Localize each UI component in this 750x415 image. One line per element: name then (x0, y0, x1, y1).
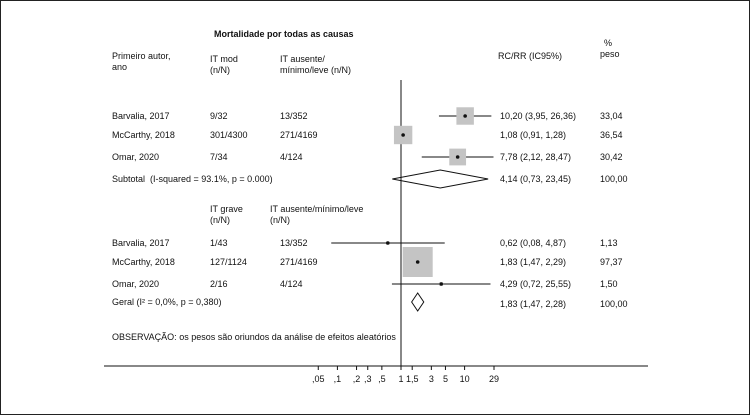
header-g2a-2: (n/N) (210, 215, 230, 225)
row-author: McCarthy, 2018 (112, 130, 175, 140)
header-g2a-1: IT grave (210, 204, 243, 214)
row-ci-text: 7,78 (2,12, 28,47) (500, 152, 572, 162)
row-control: 271/4169 (280, 257, 318, 267)
row-exposed: 1/43 (210, 238, 228, 248)
row-control: 4/124 (280, 152, 303, 162)
x-tick-label: ,2 (352, 374, 361, 384)
header-g1a-1: IT mod (210, 54, 238, 64)
point-estimate (401, 133, 405, 137)
header-effect: RC/RR (IC95%) (498, 51, 563, 61)
row-weight: 1,50 (600, 279, 618, 289)
overall-ci-text: 1,83 (1,47, 2,28) (500, 299, 567, 309)
row-weight: 97,37 (600, 257, 623, 267)
row-author: Omar, 2020 (112, 279, 160, 289)
row-control: 13/352 (280, 111, 308, 121)
row-author: McCarthy, 2018 (112, 257, 175, 267)
point-estimate (416, 260, 420, 264)
row-exposed: 7/34 (210, 152, 228, 162)
row-author: Barvalia, 2017 (112, 238, 170, 248)
x-tick-label: 1,5 (405, 374, 419, 384)
x-tick-label: 5 (442, 374, 448, 384)
row-weight: 33,04 (600, 111, 623, 121)
row-author: Barvalia, 2017 (112, 111, 170, 121)
row-control: 271/4169 (280, 130, 318, 140)
header-weight-2: peso (600, 49, 620, 59)
x-tick-label: ,05 (312, 374, 325, 384)
row-ci-text: 10,20 (3,95, 26,36) (500, 111, 577, 121)
header-g2b-2: (n/N) (270, 215, 290, 225)
subtotal-ci-text: 4,14 (0,73, 23,45) (500, 174, 572, 184)
overall-label: Geral (I² = 0,0%, p = 0,380) (112, 297, 222, 307)
pooled-diamond (392, 170, 488, 188)
row-weight: 30,42 (600, 152, 623, 162)
row-weight: 1,13 (600, 238, 618, 248)
row-control: 13/352 (280, 238, 308, 248)
chart-title: Mortalidade por todas as causas (214, 29, 354, 39)
point-estimate (439, 282, 443, 286)
footnote: OBSERVAÇÃO: os pesos são oriundos da análise de efeitos aleatórios (112, 332, 396, 342)
header-weight-1: % (604, 38, 613, 48)
row-author: Omar, 2020 (112, 152, 160, 162)
point-estimate (456, 155, 460, 159)
row-ci-text: 4,29 (0,72, 25,55) (500, 279, 572, 289)
subtotal-label: Subtotal (I-squared = 93.1%, p = 0.000) (112, 174, 273, 184)
row-exposed: 2/16 (210, 279, 228, 289)
x-tick-label: 10 (459, 374, 470, 384)
pooled-diamond (412, 293, 424, 311)
row-exposed: 9/32 (210, 111, 228, 121)
header-g1a-2: (n/N) (210, 65, 230, 75)
x-tick-label: ,1 (333, 374, 342, 384)
point-estimate (463, 114, 467, 118)
row-weight: 36,54 (600, 130, 623, 140)
row-ci-text: 0,62 (0,08, 4,87) (500, 238, 567, 248)
row-exposed: 301/4300 (210, 130, 248, 140)
row-ci-text: 1,08 (0,91, 1,28) (500, 130, 567, 140)
point-estimate (386, 241, 390, 245)
row-control: 4/124 (280, 279, 303, 289)
x-tick-label: ,5 (378, 374, 386, 384)
header-g1b-2: mínimo/leve (n/N) (280, 65, 352, 75)
subtotal-weight: 100,00 (600, 174, 628, 184)
header-author-2: ano (112, 62, 128, 72)
row-ci-text: 1,83 (1,47, 2,29) (500, 257, 567, 267)
row-exposed: 127/1124 (210, 257, 247, 267)
x-tick-label: 29 (488, 374, 500, 384)
overall-weight: 100,00 (600, 299, 628, 309)
header-g1b-1: IT ausente/ (280, 54, 325, 64)
x-tick-label: 1 (398, 374, 404, 384)
header-g2b-1: IT ausente/mínimo/leve (270, 204, 364, 214)
x-tick-label: 3 (428, 374, 434, 384)
header-author-1: Primeiro autor, (112, 51, 171, 61)
x-tick-label: ,3 (363, 374, 372, 384)
